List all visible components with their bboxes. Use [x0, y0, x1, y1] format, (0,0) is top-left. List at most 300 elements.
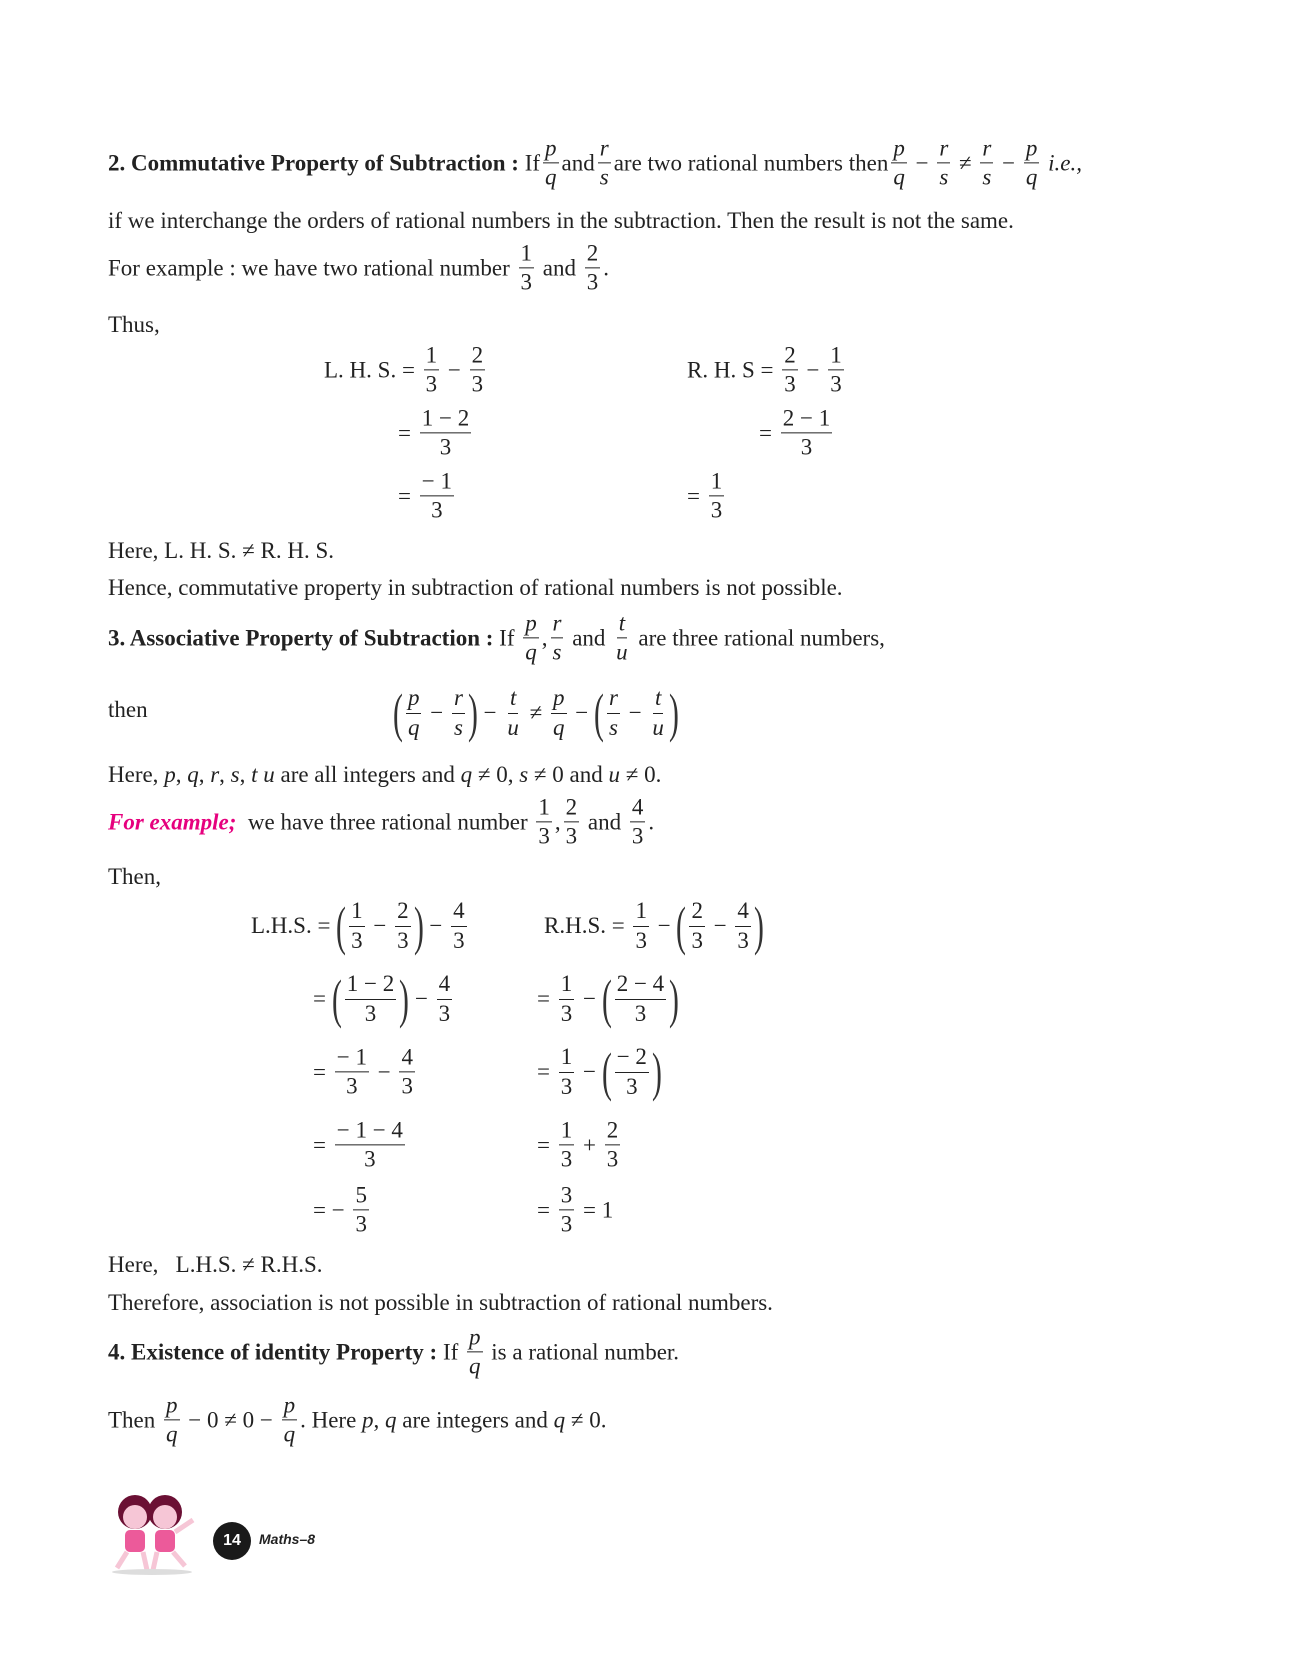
fraction: [735, 899, 751, 952]
text: . Here: [300, 1407, 363, 1432]
numerator: 1: [536, 795, 552, 822]
bold-heading: 2. Commutative Property of Subtraction :: [108, 150, 525, 175]
fraction: [395, 899, 411, 952]
text: Here, L. H. S. ≠ R. H. S.: [108, 538, 335, 563]
numerator: 1 − 2: [345, 972, 396, 999]
text: ≠ 0 and: [528, 762, 609, 787]
math-variable: t: [509, 685, 517, 711]
parenthesized-group: [331, 969, 410, 1029]
left-paren: (: [601, 969, 612, 1029]
fraction: [615, 972, 666, 1025]
math-variable: u: [507, 714, 519, 740]
text: Thus,: [108, 312, 160, 337]
page-number: 14: [213, 1522, 251, 1560]
fraction: [282, 1393, 298, 1446]
math-variable: s: [453, 714, 463, 740]
fraction: [551, 611, 564, 664]
fraction: [420, 469, 454, 522]
text: −: [707, 913, 733, 938]
right-paren: ): [413, 896, 424, 956]
math-variable: s: [939, 164, 949, 190]
fraction: [564, 795, 580, 848]
numerator: 2: [585, 241, 601, 268]
denominator: [543, 164, 559, 190]
fraction: [598, 136, 611, 189]
left-paren: (: [331, 969, 342, 1029]
left-paren: (: [336, 896, 347, 956]
denominator: [282, 1421, 298, 1447]
text: Here, L.H.S. ≠ R.H.S.: [108, 1252, 323, 1277]
lhs-step: [398, 406, 474, 459]
text: −: [367, 913, 393, 938]
text: Therefore, association is not possible in subtraction of rational numbers.: [108, 1290, 773, 1315]
parenthesized-group: [393, 683, 478, 743]
numerator: − 1: [420, 469, 454, 496]
numerator: 3: [559, 1183, 575, 1210]
math-variable: t u: [251, 762, 275, 787]
lhs-step: [313, 1118, 408, 1171]
numerator: 4: [451, 899, 467, 926]
text: ≠ 0.: [620, 762, 662, 787]
math-variable: r: [552, 610, 562, 636]
denominator: 3: [438, 1000, 451, 1026]
numerator: 1: [424, 343, 440, 370]
numerator: 2: [564, 795, 580, 822]
numerator: [467, 1325, 483, 1352]
numerator: [617, 611, 627, 638]
math-variable: r: [453, 685, 463, 711]
denominator: 3: [634, 1000, 647, 1026]
math-variable: q: [525, 639, 537, 665]
fraction: [353, 1183, 369, 1236]
text: ,: [554, 809, 561, 834]
paragraph: [108, 575, 843, 601]
fraction: [650, 686, 666, 739]
numerator: 2: [782, 343, 798, 370]
math-variable: s: [552, 639, 562, 665]
denominator: 3: [710, 497, 723, 523]
fraction: [559, 1183, 575, 1236]
text: ≠ 0,: [472, 762, 520, 787]
denominator: 3: [351, 927, 363, 953]
math-variable: q: [1025, 164, 1038, 190]
text: −: [577, 986, 602, 1011]
math-variable: p: [362, 1407, 374, 1432]
text: = 1: [577, 1197, 614, 1222]
denominator: 3: [439, 434, 452, 460]
denominator: 3: [560, 1146, 573, 1172]
numerator: 1: [349, 899, 365, 926]
text: ≠: [953, 150, 978, 175]
text: −: [477, 700, 503, 725]
fraction: [424, 343, 440, 396]
text: If: [499, 625, 521, 650]
math-variable: t: [654, 685, 662, 711]
fraction: [980, 136, 993, 189]
denominator: 3: [586, 269, 599, 295]
numerator: 4: [399, 1045, 415, 1072]
lhs-step: [313, 1183, 372, 1236]
numerator: [653, 686, 663, 713]
denominator: [523, 639, 539, 665]
text: =: [313, 1059, 332, 1084]
book-title: Maths–8: [259, 1531, 316, 1547]
fraction: [607, 686, 620, 739]
numerator: 2: [470, 343, 486, 370]
denominator: 3: [565, 823, 578, 849]
fraction: [505, 686, 521, 739]
numerator: [523, 611, 539, 638]
text: =: [313, 986, 332, 1011]
numerator: 2 − 4: [615, 972, 666, 999]
paragraph: [108, 538, 334, 564]
text: Then,: [108, 864, 162, 889]
lhs-step: [251, 896, 470, 956]
math-variable: s: [608, 714, 618, 740]
associative-heading-line: [108, 611, 885, 664]
parenthesized-group: [601, 969, 680, 1029]
parenthesized-group: [336, 896, 424, 956]
numerator: 2: [605, 1118, 621, 1145]
math-variable: t: [618, 610, 626, 636]
math-variable: p: [166, 1392, 178, 1418]
numerator: 2: [395, 899, 411, 926]
text: ,: [239, 762, 252, 787]
numerator: 4: [437, 972, 453, 999]
numerator: 5: [353, 1183, 369, 1210]
rhs-step: [537, 1118, 623, 1171]
text: =: [687, 483, 706, 508]
rhs-step: [544, 896, 764, 956]
numerator: − 1 − 4: [335, 1118, 405, 1145]
denominator: [937, 164, 950, 190]
numerator: 1: [709, 469, 725, 496]
fraction: [335, 1118, 405, 1171]
denominator: [551, 639, 564, 665]
math-variable: q: [469, 1353, 481, 1379]
numerator: [551, 686, 567, 713]
text: =: [537, 1132, 556, 1157]
fraction: [345, 972, 396, 1025]
math-variable: r: [608, 685, 618, 711]
text: are three rational numbers,: [632, 625, 885, 650]
denominator: 3: [425, 371, 438, 397]
text: −: [442, 357, 467, 382]
math-variable: q: [553, 1407, 566, 1432]
denominator: [1024, 164, 1040, 190]
denominator: 3: [364, 1146, 376, 1172]
text: −: [996, 150, 1021, 175]
denominator: 3: [626, 1073, 638, 1099]
text: are all integers and: [274, 762, 461, 787]
text: then: [108, 697, 148, 722]
numerator: [164, 1393, 180, 1420]
fraction: [349, 899, 365, 952]
math-variable: s: [230, 762, 240, 787]
numerator: 4: [735, 899, 751, 926]
text: =: [398, 483, 417, 508]
denominator: 3: [538, 823, 550, 849]
fraction: [782, 343, 798, 396]
associative-formula: [393, 683, 679, 743]
text: =: [313, 1132, 332, 1157]
paragraph: [108, 1252, 323, 1278]
text: Then: [108, 1407, 162, 1432]
text: ,: [373, 1407, 386, 1432]
bold-heading: 4. Existence of identity Property :: [108, 1339, 443, 1364]
text: −: [569, 700, 594, 725]
numerator: [551, 611, 564, 638]
math-variable: s: [599, 164, 609, 190]
fraction: [467, 1325, 483, 1378]
commutative-heading-line: [108, 136, 1082, 189]
fraction: [559, 972, 575, 1025]
fraction: [559, 1045, 575, 1098]
math-variable: q: [187, 762, 199, 787]
right-paren: ): [651, 1042, 662, 1102]
right-paren: ): [669, 969, 680, 1029]
numerator: [1024, 136, 1040, 163]
fraction: [781, 406, 832, 459]
math-variable: i.e.,: [1042, 150, 1082, 175]
math-variable: r: [599, 135, 609, 161]
math-variable: q: [893, 164, 905, 190]
lhs-step: [398, 469, 457, 522]
fraction: [451, 899, 467, 952]
numerator: 1: [828, 343, 844, 370]
denominator: [551, 714, 567, 740]
denominator: [607, 714, 620, 740]
math-variable: q: [407, 714, 420, 740]
text: L. H. S. =: [324, 357, 421, 382]
text: is a rational number.: [485, 1339, 680, 1364]
text: and: [582, 809, 627, 834]
fraction: [1024, 136, 1040, 189]
example-line: [108, 795, 654, 848]
text: ,: [198, 762, 211, 787]
fraction: [689, 899, 705, 952]
text: are integers and: [396, 1407, 554, 1432]
text: are two rational numbers then: [613, 150, 889, 175]
text: −: [651, 913, 677, 938]
paragraph: [108, 208, 1014, 234]
numerator: [891, 136, 907, 163]
text: −: [409, 986, 434, 1011]
math-variable: q: [166, 1421, 178, 1447]
text: ,: [219, 762, 231, 787]
math-variable: q: [385, 1407, 397, 1432]
paragraph: [108, 241, 609, 294]
lhs-step: [313, 1045, 418, 1098]
fraction: [420, 406, 471, 459]
left-paren: (: [594, 683, 604, 743]
denominator: [614, 639, 630, 665]
text: and: [566, 625, 612, 650]
denominator: 3: [471, 371, 484, 397]
fraction: [891, 136, 907, 189]
paragraph: [108, 697, 148, 723]
text: R.H.S. =: [544, 913, 631, 938]
denominator: 3: [737, 927, 749, 953]
fraction: [709, 469, 725, 522]
left-paren: (: [393, 683, 403, 743]
fraction: [519, 241, 535, 294]
right-paren: ): [467, 683, 478, 743]
fraction: [559, 1118, 575, 1171]
text: −: [423, 913, 449, 938]
fraction: [536, 795, 552, 848]
denominator: [164, 1421, 180, 1447]
rhs-step: [687, 343, 847, 396]
denominator: [467, 1353, 483, 1379]
numerator: [452, 686, 465, 713]
text: ,: [541, 625, 548, 650]
text: =: [537, 986, 556, 1011]
denominator: [406, 714, 422, 740]
numerator: − 1: [335, 1045, 369, 1072]
kids-illustration: [105, 1490, 200, 1575]
numerator: [607, 686, 620, 713]
text: Here,: [108, 762, 165, 787]
numerator: [543, 136, 559, 163]
numerator: 2 − 1: [781, 406, 832, 433]
numerator: 1: [559, 972, 575, 999]
paragraph: [108, 1290, 773, 1316]
denominator: 3: [453, 927, 465, 953]
numerator: [406, 686, 422, 713]
denominator: 3: [830, 371, 842, 397]
text: ≠: [523, 700, 549, 725]
math-variable: u: [608, 762, 620, 787]
text: −: [800, 357, 826, 382]
text: For example : we have two rational number: [108, 255, 516, 280]
numerator: [598, 136, 611, 163]
rhs-step: [537, 969, 680, 1029]
fraction: [551, 686, 567, 739]
text: L.H.S. =: [251, 913, 337, 938]
text: −: [622, 700, 648, 725]
math-variable: p: [283, 1392, 296, 1418]
denominator: 3: [520, 269, 532, 295]
text: = −: [313, 1197, 351, 1222]
left-paren: (: [676, 896, 687, 956]
fraction: [164, 1393, 180, 1446]
lhs-step: [313, 969, 455, 1029]
denominator: 3: [560, 1073, 573, 1099]
paragraph: [108, 762, 661, 788]
fraction: [630, 795, 646, 848]
text: Hence, commutative property in subtraction of rational numbers is not possible.: [108, 575, 843, 600]
left-paren: (: [601, 1042, 612, 1102]
numerator: [508, 686, 518, 713]
rhs-step: [759, 406, 835, 459]
right-paren: ): [399, 969, 410, 1029]
text: =: [537, 1059, 556, 1084]
numerator: 2: [689, 899, 705, 926]
fraction: [437, 972, 453, 1025]
text: and: [537, 255, 582, 280]
text: R. H. S =: [687, 357, 780, 382]
text: ,: [175, 762, 188, 787]
math-variable: q: [460, 762, 473, 787]
numerator: 1: [519, 241, 535, 268]
math-variable: u: [616, 639, 628, 665]
text: =: [537, 1197, 556, 1222]
text: ≠ 0.: [565, 1407, 607, 1432]
numerator: [937, 136, 950, 163]
math-variable: p: [893, 135, 905, 161]
bold-heading: 3. Associative Property of Subtraction :: [108, 625, 500, 650]
math-variable: p: [164, 762, 176, 787]
numerator: 1: [559, 1045, 575, 1072]
paragraph: [108, 864, 161, 890]
math-variable: r: [210, 762, 220, 787]
rhs-step: [537, 1183, 613, 1236]
fraction: [605, 1118, 621, 1171]
parenthesized-group: [676, 896, 764, 956]
numerator: [282, 1393, 298, 1420]
fraction: [937, 136, 950, 189]
math-variable: r: [939, 135, 949, 161]
numerator: 1 − 2: [420, 406, 471, 433]
math-variable: q: [553, 714, 565, 740]
fraction: [615, 1045, 649, 1098]
right-paren: ): [668, 683, 679, 743]
denominator: [891, 164, 907, 190]
fraction: [470, 343, 486, 396]
denominator: 3: [431, 497, 443, 523]
denominator: 3: [691, 927, 703, 953]
rhs-step: [537, 1042, 662, 1102]
denominator: 3: [800, 434, 813, 460]
denominator: 3: [364, 1000, 377, 1026]
text: =: [398, 420, 417, 445]
denominator: [980, 164, 993, 190]
numerator: 4: [630, 795, 646, 822]
text: +: [577, 1132, 602, 1157]
math-variable: u: [652, 714, 664, 740]
fraction: [585, 241, 601, 294]
highlight-text: For example;: [108, 809, 237, 834]
math-variable: p: [545, 135, 557, 161]
denominator: 3: [784, 371, 796, 397]
text: .: [648, 809, 655, 834]
denominator: 3: [346, 1073, 358, 1099]
paragraph: [108, 312, 160, 338]
math-variable: s: [982, 164, 992, 190]
fraction: [335, 1045, 369, 1098]
text: and: [561, 150, 595, 175]
right-paren: ): [753, 896, 764, 956]
numerator: [980, 136, 993, 163]
parenthesized-group: [594, 683, 679, 743]
fraction: [614, 611, 630, 664]
text: −: [577, 1059, 602, 1084]
text: −: [371, 1059, 397, 1084]
text: − 0 ≠ 0 −: [182, 1407, 279, 1432]
denominator: 3: [401, 1073, 413, 1099]
numerator: 1: [559, 1118, 575, 1145]
math-variable: q: [283, 1421, 296, 1447]
denominator: [650, 714, 666, 740]
denominator: 3: [560, 1000, 573, 1026]
text: we have three rational number: [236, 809, 534, 834]
text: .: [603, 255, 609, 280]
paragraph: [108, 1393, 607, 1446]
math-variable: p: [525, 610, 537, 636]
lhs-step: [324, 343, 488, 396]
math-variable: q: [545, 164, 557, 190]
